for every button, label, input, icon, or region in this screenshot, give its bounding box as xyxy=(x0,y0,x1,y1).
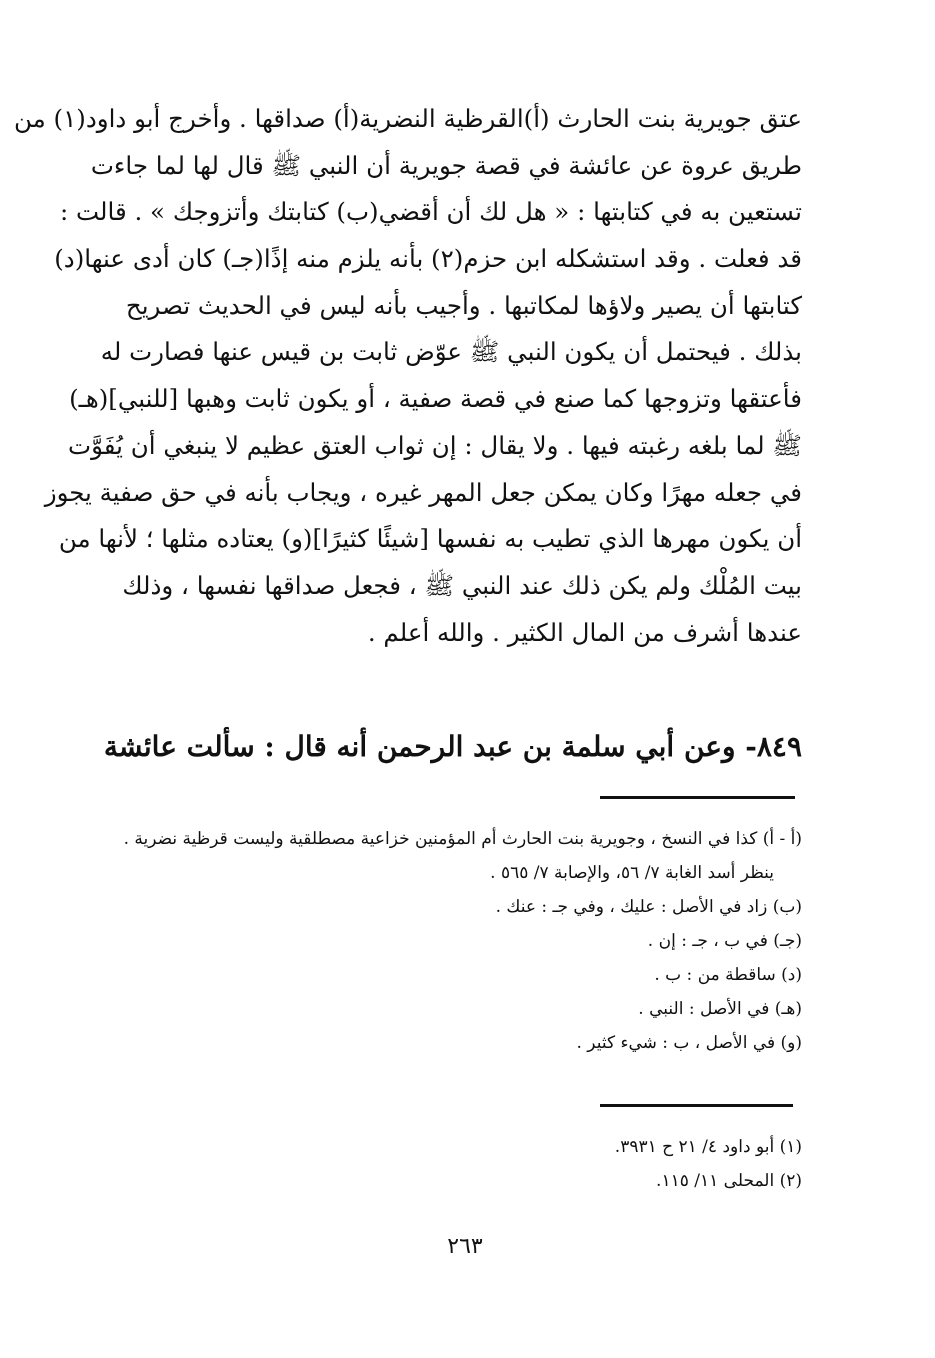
page-number: ٢٦٣ xyxy=(447,1234,483,1259)
text-line: طريق عروة عن عائشة في قصة جويرية أن النبي ﷺ قال لها لما جاءت xyxy=(90,150,802,180)
text-line: كتابتها أن يصير ولاؤها لمكاتبها . وأجيب بأنه ليس في الحديث تصريح xyxy=(125,290,802,320)
text-line: بذلك . فيحتمل أن يكون النبي ﷺ عوّض ثابت بن قيس عنها فصارت له xyxy=(100,337,802,367)
footnote: (١) أبو داود ٤/ ٢١ ح ٣٩٣١. xyxy=(614,1137,802,1157)
main-text xyxy=(13,96,802,656)
footnote: (أ - أ) كذا في النسخ ، وجويرية بنت الحارث أم المؤمنين خزاعية مصطلقية وليست قرظية نضرية . xyxy=(123,829,802,849)
text-line: بيت المُلْك ولم يكن ذلك عند النبي ﷺ ، فجعل صداقها نفسها ، وذلك xyxy=(122,570,802,600)
footnote: (جـ) في ب ، جـ : إن . xyxy=(647,931,802,951)
footnote: (ب) زاد في الأصل : عليك ، وفي جـ : عنك . xyxy=(495,897,802,917)
text-line: تستعين به في كتابتها : « هل لك أن أقضي(ب) كتابتك وأتزوجك » . قالت : xyxy=(59,197,802,227)
text-line: أن يكون مهرها الذي تطيب به نفسها [شيئًا كثيرًا](و) يعتاده مثلها ؛ لأنها من xyxy=(58,524,802,554)
footnote: (د) ساقطة من : ب . xyxy=(654,965,802,985)
hadith-heading: ٨٤٩- وعن أبي سلمة بن عبد الرحمن أنه قال : سألت عائشة xyxy=(103,730,802,763)
text-line: في جعله مهرًا وكان يمكن جعل المهر غيره ، ويجاب بأنه في حق صفية يجوز xyxy=(44,477,802,507)
footnote: (٢) المحلى ١١/ ١١٥. xyxy=(656,1171,802,1191)
footnote-divider xyxy=(600,796,795,799)
text-line: عندها أشرف من المال الكثير . والله أعلم . xyxy=(367,617,802,647)
text-line: قد فعلت . وقد استشكله ابن حزم(٢) بأنه يلزم منه إذًا(جـ) كان أدى عنها(د) xyxy=(54,244,802,274)
footnote: (و) في الأصل ، ب : شيء كثير . xyxy=(576,1033,802,1053)
variant-footnotes xyxy=(123,822,802,1060)
footnote: ينظر أسد الغابة ٧/ ٥٦، والإصابة ٧/ ٥٦٥ . xyxy=(490,863,774,883)
footnote-divider xyxy=(600,1104,793,1107)
text-line: عتق جويرية بنت الحارث (أ)القرظية النضرية(أ) صداقها . وأخرج أبو داود(١) من xyxy=(13,104,802,133)
footnote: (هـ) في الأصل : النبي . xyxy=(638,999,802,1019)
text-line: ﷺ لما بلغه رغبته فيها . ولا يقال : إن ثواب العتق عظيم لا ينبغي أن يُفَوَّت xyxy=(68,430,802,460)
source-footnotes xyxy=(130,1130,802,1198)
text-line: فأعتقها وتزوجها كما صنع في قصة صفية ، أو يكون ثابت وهبها [للنبي](هـ) xyxy=(69,384,802,414)
